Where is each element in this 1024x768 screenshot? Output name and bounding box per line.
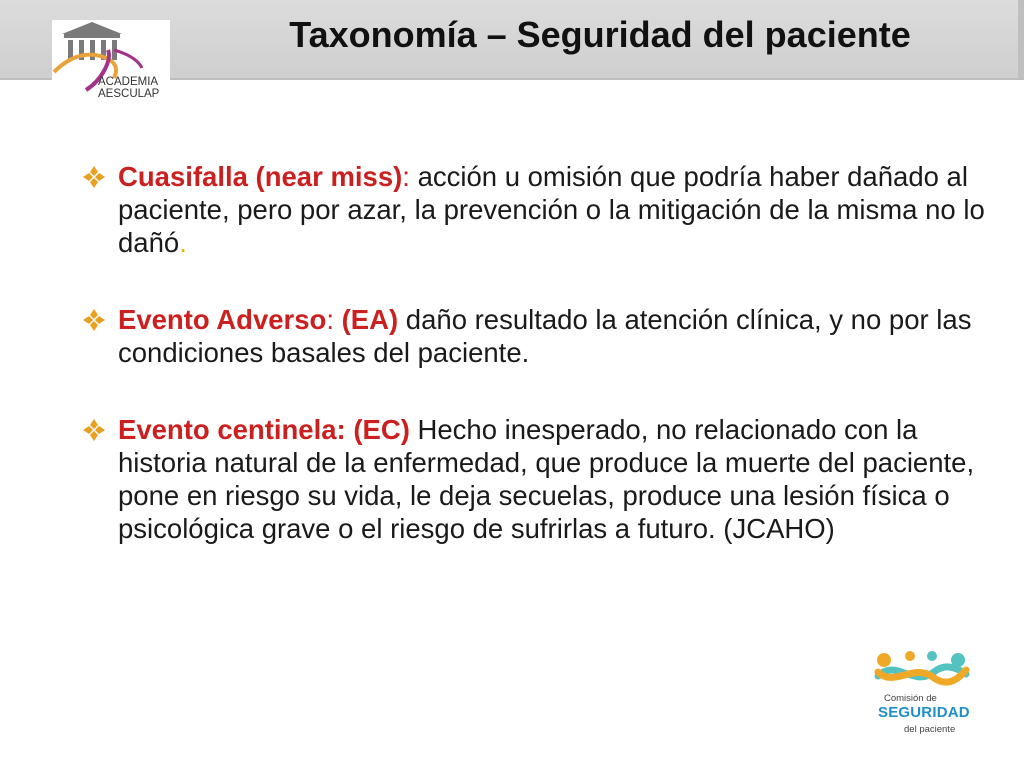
diamond-bullet-icon [82,308,106,332]
page-title: Taxonomía – Seguridad del paciente [289,14,911,55]
comision-line1: Comisión de [884,693,937,704]
definition-end: . [179,227,187,258]
academia-aesculap-logo [52,20,170,104]
academia-logo-text: ACADEMIA AESCULAP [98,76,160,100]
term-label: Evento centinela: (EC) [118,414,410,445]
term-separator: : [326,304,342,335]
term-abbreviation: (EA) [341,304,399,335]
comision-seguridad-logo [874,648,970,744]
list-item-cuasifalla [82,160,992,259]
definition-text: acción u omisión que podría haber dañado al paciente, pero por azar, la prevención o la mitigación de la misma no lo dañó [118,161,985,258]
definitions-list [82,160,992,589]
definition-text: daño resultado la atención clínica, y no por las condiciones basales del paciente. [118,304,972,368]
title-bar-edge [1018,0,1024,78]
term-label: Cuasifalla (near miss) [118,161,403,192]
term-label: Evento Adverso [118,304,327,335]
definition-text: Hecho inesperado, no relacionado con la historia natural de la enfermedad, que produce la muerte del paciente, pone en riesgo su vida, le deja secuelas, produce una lesión física o psicológica grave o el riesgo de sufrirlas a futuro. (JCAHO) [118,414,975,544]
comision-line2: SEGURIDAD [878,704,970,721]
diamond-bullet-icon [82,165,106,189]
diamond-bullet-icon [82,418,106,442]
people-icon [874,648,970,696]
list-item-evento-adverso [82,303,992,369]
list-item-evento-centinela [82,413,992,545]
term-separator: : [402,161,418,192]
comision-line3: del paciente [904,724,956,735]
